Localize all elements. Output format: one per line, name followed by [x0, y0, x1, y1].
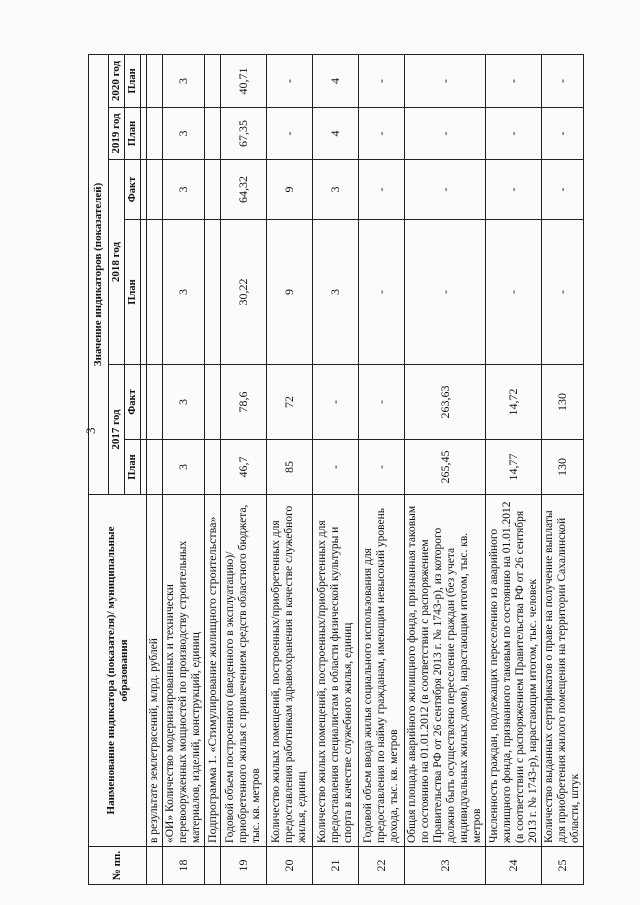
header-name: Наименование индикатора (показателя)/ муниципальные образования — [89, 495, 147, 847]
value-2018-plan: 9 — [267, 220, 313, 365]
table-body — [147, 54, 584, 884]
value-2018-fact: - — [542, 160, 584, 220]
value-2018-fact — [147, 160, 163, 220]
value-2017-plan: 130 — [542, 440, 584, 495]
value-2018-fact: 3 — [313, 160, 359, 220]
value-2020-plan — [147, 54, 163, 107]
row-number: 23 — [405, 847, 486, 885]
indicator-name: Количество выданных сертификатов о праве на получение выплаты для приобретения жилого помещения на территории Сахалинской области, штук — [542, 495, 584, 847]
value-2017-fact: 78,6 — [221, 365, 267, 440]
value-2019-plan: - — [267, 108, 313, 160]
header-2019: 2019 год — [109, 108, 125, 160]
header-2017: 2017 год — [109, 365, 125, 495]
value-2017-plan: - — [359, 440, 405, 495]
table-row — [359, 54, 405, 884]
table-row — [313, 54, 359, 884]
value-2020-plan: - — [486, 54, 542, 107]
value-2017-fact: - — [359, 365, 405, 440]
value-2017-fact — [147, 365, 163, 440]
header-values: Значение индикаторов (показателей) — [89, 54, 109, 494]
value-2017-plan: - — [313, 440, 359, 495]
value-2018-plan: - — [405, 220, 486, 365]
indicator-name: Количество жилых помещений, построенных/приобретенных для предоставления специалистам в области физической культуры и спорта в качестве служебного жилья, единиц — [313, 495, 359, 847]
indicator-name: Подпрограмма 1. «Стимулирование жилищного строительства» — [205, 495, 221, 847]
indicator-name: Общая площадь аварийного жилищного фонда, признанная таковым по состоянию на 01.01.2012 (в соответствии с распоряжением Правительства РФ от 26 сентября 2013 г. № 1743-р), из которого должно быть осуществлено переселение граждан (без учета индивидуальных жилых домов), нарастающим итогом, тыс. кв. метров — [405, 495, 486, 847]
value-2018-plan: - — [486, 220, 542, 365]
value-2019-plan: 3 — [163, 108, 205, 160]
table-row — [542, 54, 584, 884]
indicator-table-sheet — [88, 55, 613, 885]
row-number: 22 — [359, 847, 405, 885]
row-number: 18 — [163, 847, 205, 885]
row-number: 20 — [267, 847, 313, 885]
value-2017-plan: 85 — [267, 440, 313, 495]
value-2019-plan: 67,35 — [221, 108, 267, 160]
header-2018-fact: Факт — [125, 160, 141, 220]
value-2020-plan: 40,71 — [221, 54, 267, 107]
value-2017-fact: 14,72 — [486, 365, 542, 440]
value-2017-plan: 14,77 — [486, 440, 542, 495]
page-number: 3 — [83, 427, 98, 434]
value-2018-plan: 3 — [163, 220, 205, 365]
indicator-name: Количество жилых помещений, построенных/приобретенных для предоставления работникам здравоохранения в качестве служебного жилья, единиц — [267, 495, 313, 847]
header-no: № пп. — [89, 847, 147, 885]
header-2020: 2020 год — [109, 54, 125, 107]
value-2020-plan: - — [405, 54, 486, 107]
value-2017-fact: 130 — [542, 365, 584, 440]
indicator-name: в результате землетрясений, млрд. рублей — [147, 495, 163, 847]
value-2018-plan: - — [359, 220, 405, 365]
value-2018-fact: 9 — [267, 160, 313, 220]
table-row — [147, 54, 163, 884]
value-2018-plan — [147, 220, 163, 365]
value-2018-plan: 3 — [313, 220, 359, 365]
header-2019-plan: План — [125, 108, 141, 160]
table-row — [163, 54, 205, 884]
value-2018-plan: - — [542, 220, 584, 365]
table-row — [221, 54, 267, 884]
row-number: 21 — [313, 847, 359, 885]
value-2019-plan — [205, 108, 221, 160]
row-number — [147, 847, 163, 885]
header-2017-fact: Факт — [125, 365, 141, 440]
row-number — [205, 847, 221, 885]
value-2017-fact: 3 — [163, 365, 205, 440]
value-2020-plan: 3 — [163, 54, 205, 107]
value-2017-fact: 72 — [267, 365, 313, 440]
value-2018-fact — [205, 160, 221, 220]
header-2018: 2018 год — [109, 160, 125, 365]
row-number: 25 — [542, 847, 584, 885]
indicator-name: Годовой объем ввода жилья социального использования для предоставления по найму гражданам, имеющим невысокий уровень дохода, тыс. кв. метров — [359, 495, 405, 847]
value-2017-plan — [205, 440, 221, 495]
value-2020-plan: - — [542, 54, 584, 107]
value-2017-plan: 3 — [163, 440, 205, 495]
value-2018-fact: - — [359, 160, 405, 220]
value-2020-plan: - — [267, 54, 313, 107]
row-number: 19 — [221, 847, 267, 885]
indicator-table — [88, 54, 584, 885]
indicator-name: Численность граждан, подлежащих переселению из аварийного жилищного фонда, признанного таковым по состоянию на 01.01.2012 (в соответствии с распоряжением Правительства РФ от 26 сентября 2013 г. № 1743-р), нарастающим итогом, тыс. человек — [486, 495, 542, 847]
value-2018-plan — [205, 220, 221, 365]
header-2018-plan: План — [125, 220, 141, 365]
value-2018-fact: - — [405, 160, 486, 220]
value-2017-fact: 263,63 — [405, 365, 486, 440]
table-row — [486, 54, 542, 884]
value-2017-fact — [205, 365, 221, 440]
value-2018-fact: 3 — [163, 160, 205, 220]
value-2018-plan: 30,22 — [221, 220, 267, 365]
value-2019-plan: 4 — [313, 108, 359, 160]
table-row — [205, 54, 221, 884]
value-2017-plan: 46,7 — [221, 440, 267, 495]
value-2020-plan — [205, 54, 221, 107]
header-2017-plan: План — [125, 440, 141, 495]
value-2019-plan: - — [359, 108, 405, 160]
table-row — [405, 54, 486, 884]
value-2019-plan: - — [486, 108, 542, 160]
indicator-name: «ОИ» Количество модернизированных и технически перевооруженных мощностей по производству строительных материалов, изделий, конструкций, единиц — [163, 495, 205, 847]
value-2017-fact: - — [313, 365, 359, 440]
value-2017-plan: 265,45 — [405, 440, 486, 495]
value-2018-fact: 64,32 — [221, 160, 267, 220]
value-2020-plan: - — [359, 54, 405, 107]
table-row — [267, 54, 313, 884]
value-2019-plan — [147, 108, 163, 160]
header-2020-plan: План — [125, 54, 141, 107]
indicator-name: Годовой объем построенного (введенного в эксплуатацию)/приобретенного жилья с привлечением средств областного бюджета, тыс. кв. метров — [221, 495, 267, 847]
row-number: 24 — [486, 847, 542, 885]
value-2017-plan — [147, 440, 163, 495]
value-2019-plan: - — [542, 108, 584, 160]
value-2019-plan: - — [405, 108, 486, 160]
value-2018-fact: - — [486, 160, 542, 220]
value-2020-plan: 4 — [313, 54, 359, 107]
